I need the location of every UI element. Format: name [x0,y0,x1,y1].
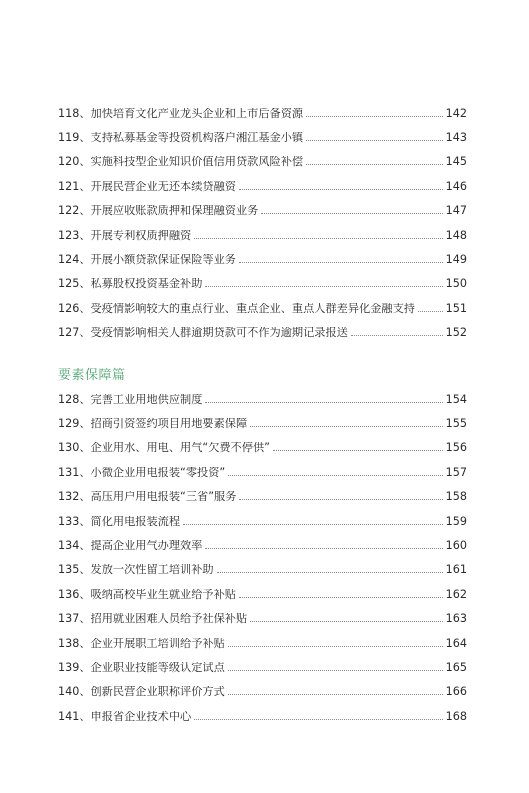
toc-entry-title: 招用就业困难人员给予社保补贴 [90,613,248,625]
dot-leader [239,499,442,500]
toc-entry-title: 开展民营企业无还本续贷融资 [90,180,236,192]
dot-leader [217,572,443,573]
dot-leader [205,548,442,549]
dot-leader [183,524,443,525]
toc-entry-title: 企业职业技能等级认定试点 [90,661,225,674]
dot-leader [194,238,442,239]
toc-entry[interactable] [58,296,467,320]
toc-entry-page-number: 159 [445,514,467,528]
toc-entry-page-number: 151 [445,301,467,315]
toc-entry[interactable] [58,411,467,435]
toc-entry-page-number: 143 [445,130,467,144]
toc-entry-title: 受疫情影响相关人群逾期贷款可不作为逾期记录报送 [90,327,348,339]
toc-entry[interactable] [58,607,467,631]
toc-entry-page-number: 157 [445,465,467,479]
toc-entry-number: 122、 [58,204,91,218]
dot-leader [228,646,443,647]
toc-entry-title: 受疫情影响较大的重点行业、重点企业、重点人群差异化金融支持 [90,302,415,314]
section-heading: 要素保障篇 [58,368,126,383]
toc-entry-page-number: 154 [445,392,467,406]
dot-leader [306,140,443,141]
dot-leader [239,189,443,190]
toc-entry-title: 私募股权投资基金补助 [90,278,203,290]
toc-entry[interactable] [58,223,467,247]
toc-entry-page-number: 162 [445,587,467,601]
toc-entry[interactable] [58,485,467,509]
toc-entry-title: 实施科技型企业知识价值信用贷款风险补偿 [90,156,304,168]
dot-leader [228,694,443,695]
dot-leader [228,670,443,671]
toc-entry[interactable] [58,436,467,460]
toc-entry-number: 129、 [58,416,91,430]
toc-entry-number: 119、 [58,130,91,144]
dot-leader [273,450,443,451]
toc-entry-number: 138、 [58,636,91,650]
toc-entry-number: 121、 [58,179,91,193]
toc-entry[interactable] [58,321,467,345]
toc-entry-title: 简化用电报装流程 [90,515,181,527]
dot-leader [194,719,442,720]
toc-entry[interactable] [58,558,467,582]
toc-entry-title: 提高企业用气办理效率 [90,539,203,552]
toc-entry-page-number: 152 [445,326,467,340]
toc-entry-page-number: 158 [445,490,467,504]
toc-entry-number: 131、 [58,465,91,479]
toc-entry-number: 135、 [58,563,91,577]
toc-entry-number: 132、 [58,490,91,504]
toc-entry-number: 137、 [58,612,91,626]
toc-entry-number: 141、 [58,709,91,723]
toc-entry-title: 招商引资签约项目用地要素保障 [90,417,248,430]
toc-entry-number: 136、 [58,587,91,601]
toc-entry-page-number: 147 [445,204,467,218]
toc-entry-title: 企业用水、用电、用气“欠费不停供” [90,442,270,454]
dot-leader [205,402,442,403]
toc-entry-title: 完善工业用地供应制度 [90,393,203,405]
toc-entry-number: 130、 [58,441,91,455]
dot-leader [351,335,443,336]
toc-entry[interactable] [58,533,467,557]
toc-entry[interactable] [58,704,467,728]
toc-entry[interactable] [58,582,467,606]
toc-entry[interactable] [58,509,467,533]
toc-entry[interactable] [58,680,467,704]
toc-entry-page-number: 156 [445,441,467,455]
toc-entry-number: 126、 [58,301,91,315]
toc-entry[interactable] [58,101,467,125]
toc-group-factors [58,387,467,728]
toc-entry-title: 开展小额贷款保证保险等业务 [90,253,236,266]
toc-entry-page-number: 161 [445,563,467,577]
toc-entry-number: 125、 [58,277,91,291]
toc-entry-page-number: 168 [445,709,467,723]
toc-entry[interactable] [58,174,467,198]
dot-leader [250,426,442,427]
toc-entry-number: 118、 [58,106,91,120]
toc-entry[interactable] [58,125,467,149]
dot-leader [306,164,443,165]
toc-entry[interactable] [58,387,467,411]
toc-entry-page-number: 155 [445,416,467,430]
dot-leader [261,213,442,214]
toc-entry-page-number: 163 [445,612,467,626]
dot-leader [306,116,443,117]
toc-entry-number: 139、 [58,660,91,674]
toc-entry-page-number: 142 [445,106,467,120]
toc-entry-title: 高压用户用电报装“三省”服务 [90,491,237,503]
dot-leader [205,286,442,287]
toc-entry-title: 加快培育文化产业龙头企业和上市后备资源 [90,107,304,119]
toc-group-finance [58,101,467,345]
toc-entry-number: 133、 [58,514,91,528]
toc-entry[interactable] [58,460,467,484]
dot-leader [250,621,442,622]
toc-entry-number: 134、 [58,538,91,552]
toc-entry-number: 127、 [58,326,91,340]
toc-entry-number: 120、 [58,155,91,169]
toc-entry[interactable] [58,199,467,223]
toc-entry-title: 开展应收账款质押和保理融资业务 [90,205,259,217]
toc-entry-title: 吸纳高校毕业生就业给予补贴 [90,588,236,600]
toc-entry-page-number: 150 [445,277,467,291]
toc-entry-page-number: 145 [445,155,467,169]
toc-entry-title: 开展专利权质押融资 [90,229,192,241]
toc-entry-page-number: 165 [445,660,467,674]
toc-entry-number: 140、 [58,685,91,699]
dot-leader [239,262,443,263]
toc-entry-number: 124、 [58,252,91,266]
dot-leader [418,311,443,312]
dot-leader [239,597,443,598]
toc-entry-title: 企业开展职工培训给予补贴 [90,637,225,649]
toc-entry-page-number: 148 [445,228,467,242]
toc-entry-page-number: 164 [445,636,467,650]
toc-entry-page-number: 149 [445,252,467,266]
toc-entry-number: 123、 [58,228,91,242]
toc-entry-title: 申报省企业技术中心 [90,710,192,722]
toc-entry[interactable] [58,655,467,679]
toc-entry-page-number: 166 [445,685,467,699]
toc-entry[interactable] [58,247,467,271]
toc-entry-title: 发放一次性留工培训补助 [90,564,214,576]
toc-entry-title: 小微企业用电报装“零投资” [90,466,226,478]
toc-entry[interactable] [58,631,467,655]
toc-entry-title: 创新民营企业职称评价方式 [90,686,225,698]
toc-entry-number: 128、 [58,392,91,406]
dot-leader [228,475,442,476]
toc-entry[interactable] [58,272,467,296]
toc-entry-page-number: 146 [445,179,467,193]
toc-entry[interactable] [58,150,467,174]
toc-entry-title: 支持私募基金等投资机构落户湘江基金小镇 [90,131,304,144]
toc-entry-page-number: 160 [445,538,467,552]
